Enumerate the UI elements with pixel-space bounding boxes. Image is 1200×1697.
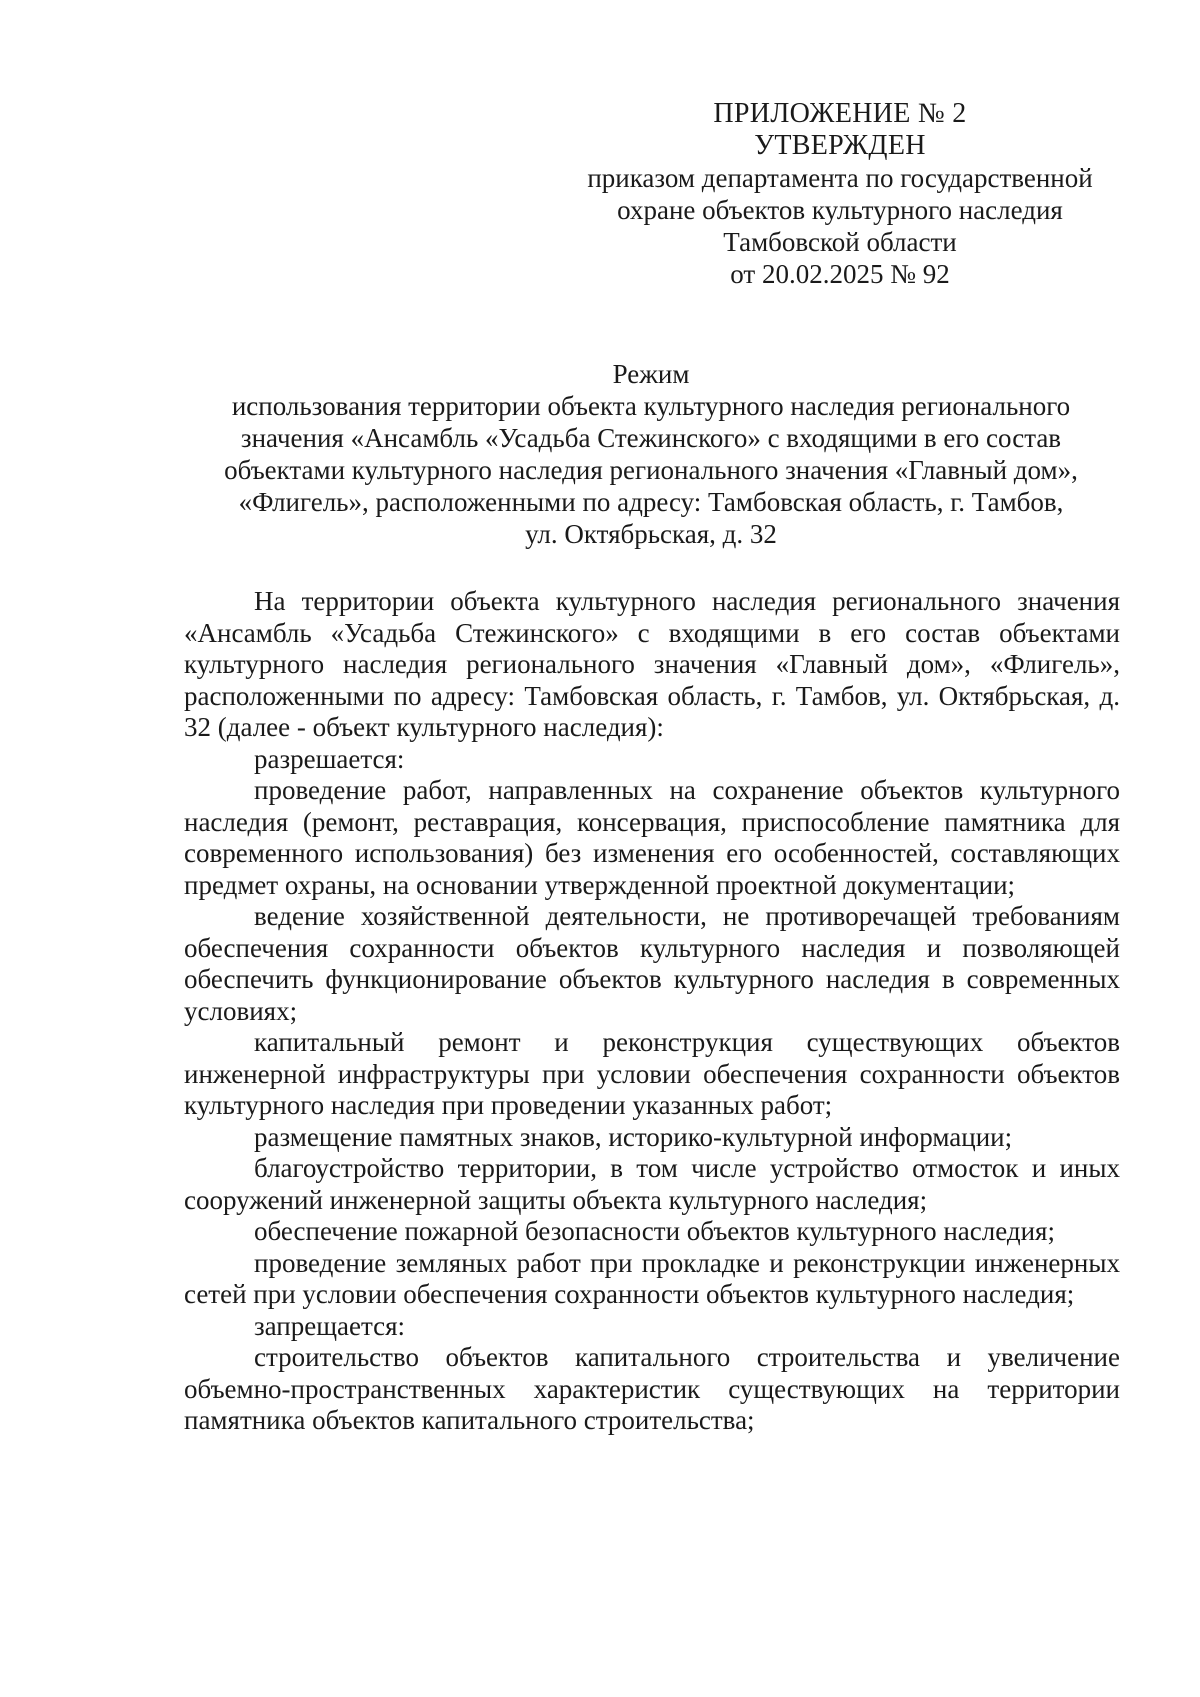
allowed-item-1: проведение работ, направленных на сохранение объектов культурного наследия (ремонт, реставрация, консервация, приспособление памятника для современного использования) без изменения его особенностей, составляющих предмет охраны, на основании утвержденной проектной документации; xyxy=(184,775,1120,900)
allowed-label: разрешается: xyxy=(254,743,405,774)
document-body xyxy=(184,586,1120,1437)
title-line-4: «Флигель», расположенными по адресу: Тамбовская область, г. Тамбов, xyxy=(238,487,1064,517)
appendix-number: ПРИЛОЖЕНИЕ № 2 xyxy=(713,98,967,129)
approval-stamp-block xyxy=(560,98,1120,290)
allowed-item-5: благоустройство территории, в том числе устройство отмосток и иных сооружений инженерной защиты объекта культурного наследия; xyxy=(184,1153,1120,1215)
title-line-1: использования территории объекта культурного наследия регионального xyxy=(231,391,1071,421)
approval-date-number: от 20.02.2025 № 92 xyxy=(730,259,950,289)
title-line-2: значения «Ансамбль «Усадьба Стежинского» с входящими в его состав xyxy=(240,423,1062,453)
approval-line-1: приказом департамента по государственной xyxy=(587,163,1093,193)
document-title xyxy=(196,358,1106,550)
forbidden-label: запрещается: xyxy=(254,1310,406,1341)
title-line-3: объектами культурного наследия регионального значения «Главный дом», xyxy=(224,455,1078,485)
allowed-item-6: обеспечение пожарной безопасности объектов культурного наследия; xyxy=(254,1216,1055,1246)
allowed-item-3: капитальный ремонт и реконструкция существующих объектов инженерной инфраструктуры при условии обеспечения сохранности объектов культурного наследия при проведении указанных работ; xyxy=(184,1027,1120,1120)
forbidden-item-1: строительство объектов капитального строительства и увеличение объемно-пространственных характеристик существующих на территории памятника объектов капитального строительства; xyxy=(184,1342,1120,1435)
title-heading: Режим xyxy=(612,359,690,389)
approval-line-2: охране объектов культурного наследия xyxy=(617,195,1063,225)
approval-line-3: Тамбовской области xyxy=(723,227,957,257)
allowed-item-4: размещение памятных знаков, историко-культурной информации; xyxy=(254,1121,1013,1152)
intro-paragraph: На территории объекта культурного наследия регионального значения «Ансамбль «Усадьба Стежинского» с входящими в его состав объектами культурного наследия регионального значения «Главный дом», «Флигель», расположенными по адресу: Тамбовская область, г. Тамбов, ул. Октябрьская, д. 32 (далее - объект культурного наследия): xyxy=(184,586,1120,742)
allowed-item-7: проведение земляных работ при прокладке и реконструкции инженерных сетей при условии обеспечения сохранности объектов культурного наследия; xyxy=(184,1247,1120,1309)
approved-label: УТВЕРЖДЕН xyxy=(754,130,926,161)
title-line-5: ул. Октябрьская, д. 32 xyxy=(525,519,777,549)
allowed-item-2: ведение хозяйственной деятельности, не противоречащей требованиям обеспечения сохранности объектов культурного наследия и позволяющей обеспечить функционирование объектов культурного наследия в современных условиях; xyxy=(184,901,1120,1026)
